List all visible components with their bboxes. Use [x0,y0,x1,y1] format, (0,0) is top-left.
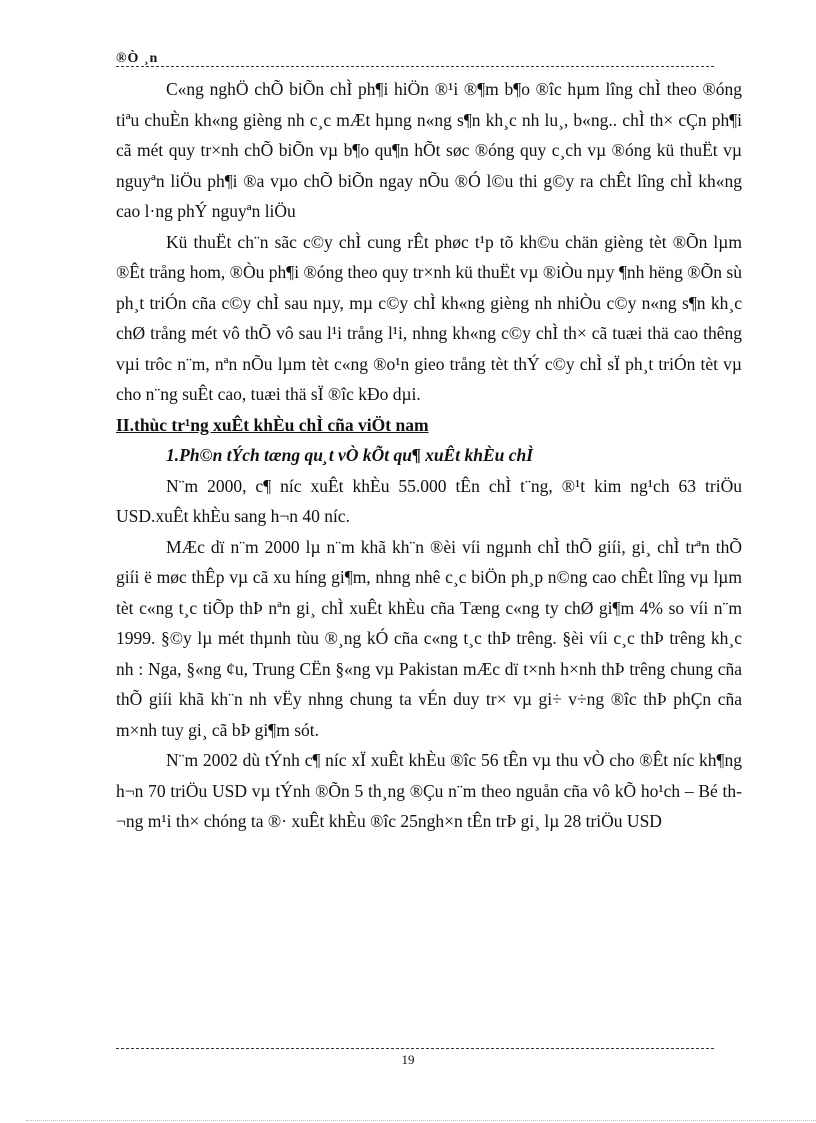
body-text [116,74,742,837]
footer-divider [116,1048,714,1049]
paragraph-forecast-2002: N¨m 2002 dù tÝnh c¶ níc xÏ xuÊt khÈu ®îc 56 tÊn vµ thu vÒ cho ®Êt níc kh¶ng h¬n 70 triÖu USD vµ tÝnh ®Õn 5 th¸ng ®Çu n¨m theo nguån cña vô kÕ ho¹ch – Bé th¬ng m¹i th× chóng ta ®· xuÊt khÈu ®îc 25ngh×n tÊn trÞ gi¸ lµ 28 triÖu USD [116,750,742,831]
paragraph-market-analysis: MÆc dï n¨m 2000 lµ n¨m khã kh¨n ®èi víi ngµnh chÌ thÕ giíi, gi¸ chÌ trªn thÕ giíi ë møc thÊp vµ cã xu híng gi¶m, nhng nhê c¸c biÖn ph¸p n©ng cao chÊt lîng vµ lµm tèt c«ng t¸c tiÕp thÞ nªn gi¸ chÌ xuÊt khÈu cña Tæng c«ng ty chØ gi¶m 4% so víi n¨m 1999. §©y lµ mét thµnh tùu ®¸ng kÓ cña c«ng t¸c thÞ trêng. §èi víi c¸c thÞ trêng kh¸c nh : Nga, §«ng ¢u, Trung CËn §«ng vµ Pakistan mÆc dï t×nh h×nh thÞ trêng chung cña thÕ giíi khã kh¨n nh vËy nhng chung ta vÉn duy tr× vµ gi÷ v÷ng ®îc thÞ phÇn cña m×nh tuy gi¸ cã bÞ gi¶m sót. [116,536,742,740]
section-heading: II.thùc tr¹ng xuÊt khÈu chÌ cña viÖt nam [116,414,429,435]
paragraph-export-2000: N¨m 2000, c¶ níc xuÊt khÈu 55.000 tÊn chÌ t¨ng, ®¹t kim ng¹ch 63 triÖu USD.xuÊt khÈu sang h¬n 40 níc. [116,475,742,526]
page-number: 19 [401,1052,415,1067]
paragraph-processing-technology: C«ng nghÖ chÕ biÕn chÌ ph¶i hiÖn ®¹i ®¶m b¶o ®îc hµm lîng chÌ theo ®óng tiªu chuÈn kh«ng gièng nh c¸c mÆt hµng n«ng s¶n kh¸c nh lu¸, b«ng.. chÌ th× cÇn ph¶i cã mét quy tr×nh chÕ biÕn vµ b¶o qu¶n hÕt søc ®óng quy c¸ch vµ ®óng kü thuËt vµ nguyªn liÖu ph¶i ®a vµo chÕ biÕn ngay nÕu ®Ó l©u thi g©y ra chÊt lîng chÌ kh«ng cao l·ng phÝ nguyªn liÖu [116,79,742,221]
page-edge-line [26,1120,816,1121]
paragraph-cultivation-technique: Kü thuËt ch¨n sãc c©y chÌ cung rÊt phøc t¹p tõ kh©u chän gièng tèt ®Õn lµm ®Êt trång hom, ®Òu ph¶i ®óng theo quy tr×nh kü thuËt vµ ®iÒu nµy ¶nh hëng ®Õn sù ph¸t triÓn cña c©y chÌ sau nµy, mµ c©y chÌ kh«ng gièng nh nhiÒu c©y n«ng s¶n kh¸c chØ trång mét vô thÕ vô sau l¹i trång l¹i, nhng kh«ng c©y chÌ th× cã tuæi thä cao thêng vµi trôc n¨m, nªn nÕu lµm tèt c«ng ®o¹n gieo trång tèt thÝ c©y chÌ sÏ ph¸t triÓn tèt vµ cho n¨ng suÊt cao, tuæi thä sÏ ®îc kÐo dµi. [116,231,742,404]
sub-heading: 1.Ph©n tÝch tæng qu¸t vÒ kÕt qu¶ xuÊt khÈu chÌ [166,445,534,465]
running-header: ®Ò ¸n [116,51,159,66]
header-divider [116,66,714,67]
